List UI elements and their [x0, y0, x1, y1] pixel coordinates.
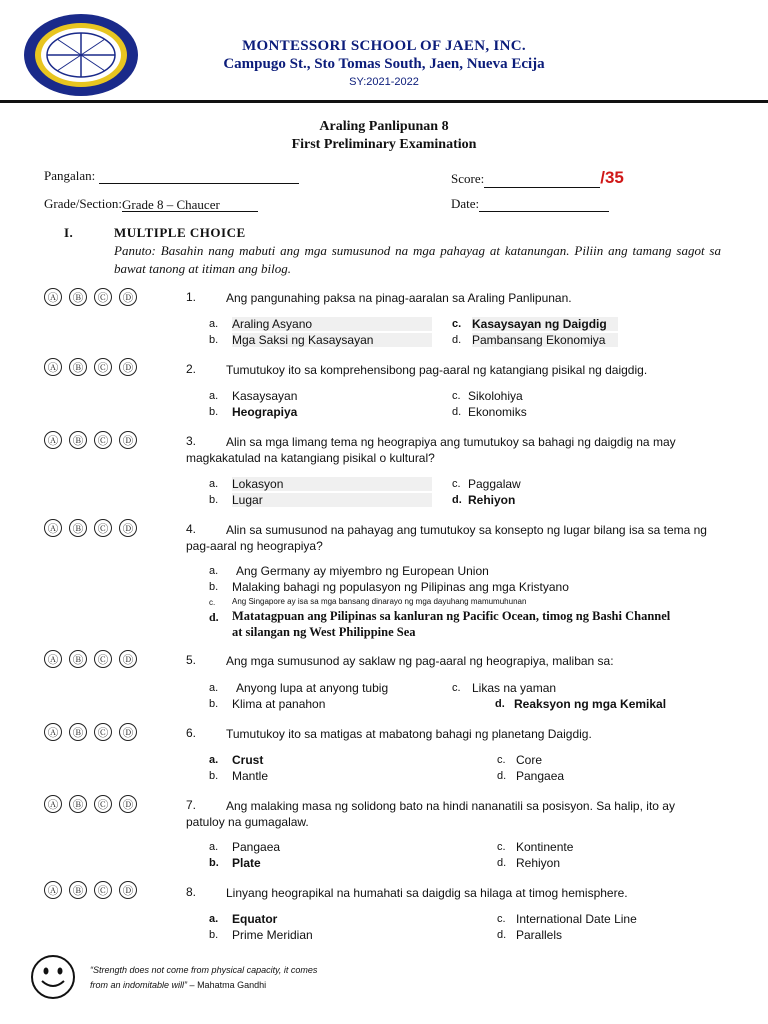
quote-author: Mahatma Gandhi — [197, 980, 267, 990]
bubble-c[interactable]: Ⓒ — [94, 795, 112, 813]
question-text: Alin sa sumusunod na pahayag ang tumutukoy sa konsepto ng lugar bilang isa sa tema ng — [226, 523, 707, 537]
option-a: Ang Germany ay miyembro ng European Union — [236, 564, 489, 578]
school-address: Campugo St., Sto Tomas South, Jaen, Nueva Ecija — [223, 56, 545, 72]
bubble-a[interactable]: Ⓐ — [44, 723, 62, 741]
answer-bubbles-q1[interactable] — [44, 288, 137, 306]
bubble-a[interactable]: Ⓐ — [44, 795, 62, 813]
option-letter: c. — [497, 913, 506, 925]
option-c: Paggalaw — [468, 477, 521, 491]
bubble-b[interactable]: Ⓑ — [69, 358, 87, 376]
option-letter: c. — [452, 478, 461, 490]
question-text: Ang malaking masa ng solidong bato na hindi nananatili sa posisyon. Sa halip, ito ay — [226, 799, 675, 813]
option-letter: d. — [497, 770, 507, 782]
grade-value: Grade 8 – Chaucer — [122, 197, 258, 212]
bubble-d[interactable]: Ⓓ — [119, 881, 137, 899]
option-letter: b. — [209, 770, 219, 782]
option-b: Mga Saksi ng Kasaysayan — [232, 333, 432, 347]
option-letter: b. — [209, 857, 219, 869]
question-text: Tumutukoy ito sa komprehensibong pag-aaral ng katangiang pisikal ng daigdig. — [226, 363, 648, 377]
quote-line-1: “Strength does not come from physical capacity, it comes — [90, 965, 318, 975]
option-d-correct: Reaksyon ng mga Kemikal — [514, 697, 667, 711]
option-letter: c. — [209, 598, 216, 607]
question-text: Linyang heograpikal na humahati sa daigdig sa hilaga at timog hemisphere. — [226, 886, 628, 900]
answer-bubbles-q5[interactable] — [44, 650, 137, 668]
question-number: 1. — [186, 290, 197, 304]
bubble-d[interactable]: Ⓓ — [119, 519, 137, 537]
bubble-c[interactable]: Ⓒ — [94, 358, 112, 376]
option-b: Lugar — [232, 493, 432, 507]
bubble-a[interactable]: Ⓐ — [44, 519, 62, 537]
question-text-cont: pag-aaral ng heograpiya? — [186, 539, 323, 553]
option-a: Lokasyon — [232, 477, 432, 491]
option-c: Sikolohiya — [468, 389, 523, 403]
option-c: Core — [516, 753, 543, 767]
option-letter: b. — [209, 698, 219, 710]
bubble-b[interactable]: Ⓑ — [69, 650, 87, 668]
bubble-a[interactable]: Ⓐ — [44, 358, 62, 376]
option-letter: a. — [209, 913, 219, 925]
option-a-correct: Equator — [232, 912, 278, 926]
section-number: I. — [64, 225, 74, 240]
question-number: 7. — [186, 798, 197, 812]
bubble-a[interactable]: Ⓐ — [44, 650, 62, 668]
option-letter: d. — [452, 406, 462, 418]
option-letter: c. — [452, 390, 461, 402]
school-name: MONTESSORI SCHOOL OF JAEN, INC. — [242, 38, 526, 54]
option-letter: a. — [209, 841, 219, 853]
option-a: Pangaea — [232, 840, 281, 854]
option-d-correct-cont: at silangan ng West Philippine Sea — [232, 625, 416, 639]
option-letter: c. — [497, 754, 506, 766]
question-number: 4. — [186, 522, 197, 536]
option-letter: d. — [452, 334, 462, 346]
header-divider — [0, 100, 768, 103]
question-number: 2. — [186, 362, 197, 376]
name-field[interactable]: Pangalan: — [44, 168, 299, 184]
option-d: Rehiyon — [516, 856, 561, 870]
question-text-cont: magkakatulad na katangiang pisikal o kultural? — [186, 451, 435, 465]
option-letter: b. — [209, 406, 219, 418]
bubble-d[interactable]: Ⓓ — [119, 358, 137, 376]
option-letter: d. — [452, 494, 462, 506]
option-letter: d. — [209, 610, 219, 624]
exam-subject: Araling Panlipunan 8 — [319, 119, 449, 134]
bubble-d[interactable]: Ⓓ — [119, 288, 137, 306]
option-d: Pambansang Ekonomiya — [472, 333, 618, 347]
question-number: 6. — [186, 726, 197, 740]
question-text: Alin sa mga limang tema ng heograpiya ang tumutukoy sa bahagi ng daigdig na may — [226, 435, 676, 449]
bubble-c[interactable]: Ⓒ — [94, 431, 112, 449]
option-letter: a. — [209, 478, 219, 490]
option-a: Anyong lupa at anyong tubig — [236, 681, 389, 695]
grade-field: Grade/Section:Grade 8 – Chaucer — [44, 196, 258, 212]
option-b: Malaking bahagi ng populasyon ng Pilipinas ang mga Kristyano — [232, 580, 569, 594]
answer-bubbles-q2[interactable] — [44, 358, 137, 376]
question-text: Ang pangunahing paksa na pinag-aaralan sa Araling Panlipunan. — [226, 291, 572, 305]
bubble-a[interactable]: Ⓐ — [44, 431, 62, 449]
option-d-correct: Rehiyon — [468, 493, 516, 507]
option-c-correct: Kasaysayan ng Daigdig — [472, 317, 618, 331]
option-letter: a. — [209, 754, 219, 766]
question-text-cont: patuloy na gumagalaw. — [186, 815, 309, 829]
option-c: Likas na yaman — [472, 681, 557, 695]
option-b-correct: Plate — [232, 856, 261, 870]
school-logo — [22, 12, 140, 98]
bubble-d[interactable]: Ⓓ — [119, 431, 137, 449]
option-letter: a. — [209, 682, 219, 694]
bubble-b[interactable]: Ⓑ — [69, 795, 87, 813]
question-text: Ang mga sumusunod ay saklaw ng pag-aaral ng heograpiya, maliban sa: — [226, 654, 614, 668]
instructions: Panuto: Basahin nang mabuti ang mga sumusunod na mga pahayag at katanungan. Piliin ang tamang sagot sa bawat tanong at itiman ang bilog. — [114, 243, 721, 276]
bubble-b[interactable]: Ⓑ — [69, 723, 87, 741]
option-c: Kontinente — [516, 840, 574, 854]
option-letter: d. — [497, 929, 507, 941]
footer-quote — [90, 963, 390, 993]
smiley-face-icon — [30, 954, 76, 1000]
option-letter: a. — [209, 318, 219, 330]
option-b-correct: Heograpiya — [232, 405, 298, 419]
option-a: Araling Asyano — [232, 317, 432, 331]
bubble-d[interactable]: Ⓓ — [119, 650, 137, 668]
question-number: 8. — [186, 885, 197, 899]
bubble-c[interactable]: Ⓒ — [94, 519, 112, 537]
answer-bubbles-q3[interactable] — [44, 431, 137, 449]
bubble-b[interactable]: Ⓑ — [69, 431, 87, 449]
option-a: Kasaysayan — [232, 389, 298, 403]
exam-title: First Preliminary Examination — [291, 137, 477, 152]
bubble-c[interactable]: Ⓒ — [94, 650, 112, 668]
option-b: Mantle — [232, 769, 269, 783]
option-letter: c. — [452, 682, 461, 694]
option-c: Ang Singapore ay isa sa mga bansang dinarayo ng mga dayuhang mamumuhunan — [232, 597, 527, 606]
section-title: MULTIPLE CHOICE — [114, 225, 246, 240]
score-total: /35 — [600, 168, 624, 187]
option-d-correct: Matatagpuan ang Pilipinas sa kanluran ng Pacific Ocean, timog ng Bashi Channel — [232, 609, 671, 623]
option-a-correct: Crust — [232, 753, 264, 767]
date-field[interactable]: Date: — [451, 196, 609, 212]
option-letter: b. — [209, 494, 219, 506]
option-d: Parallels — [516, 928, 563, 942]
school-year: SY:2021-2022 — [349, 76, 419, 88]
option-letter: a. — [209, 565, 219, 577]
bubble-d[interactable]: Ⓓ — [119, 795, 137, 813]
option-b: Prime Meridian — [232, 928, 313, 942]
bubble-a[interactable]: Ⓐ — [44, 288, 62, 306]
answer-bubbles-q4[interactable] — [44, 519, 137, 537]
option-d: Ekonomiks — [468, 405, 527, 419]
option-letter: c. — [452, 318, 462, 330]
option-b: Klima at panahon — [232, 697, 326, 711]
bubble-a[interactable]: Ⓐ — [44, 881, 62, 899]
bubble-d[interactable]: Ⓓ — [119, 723, 137, 741]
bubble-b[interactable]: Ⓑ — [69, 519, 87, 537]
option-letter: b. — [209, 929, 219, 941]
option-letter: c. — [497, 841, 506, 853]
option-letter: b. — [209, 581, 219, 593]
bubble-c[interactable]: Ⓒ — [94, 881, 112, 899]
option-c: International Date Line — [516, 912, 637, 926]
question-number: 3. — [186, 434, 197, 448]
option-d: Pangaea — [516, 769, 565, 783]
bubble-b[interactable]: Ⓑ — [69, 288, 87, 306]
date-line[interactable] — [479, 198, 609, 212]
quote-line-2: from an indomitable will” – — [90, 980, 195, 990]
question-text: Tumutukoy ito sa matigas at mabatong bahagi ng planetang Daigdig. — [226, 727, 592, 741]
option-letter: d. — [495, 698, 505, 710]
option-letter: b. — [209, 334, 219, 346]
answer-bubbles-q7[interactable] — [44, 795, 137, 813]
score-field[interactable]: Score: /35 — [451, 168, 624, 187]
score-line[interactable] — [484, 174, 600, 188]
answer-bubbles-q8[interactable] — [44, 881, 137, 899]
bubble-b[interactable]: Ⓑ — [69, 881, 87, 899]
option-letter: d. — [497, 857, 507, 869]
bubble-c[interactable]: Ⓒ — [94, 288, 112, 306]
answer-bubbles-q6[interactable] — [44, 723, 137, 741]
question-number: 5. — [186, 653, 197, 667]
name-line[interactable] — [99, 170, 299, 184]
bubble-c[interactable]: Ⓒ — [94, 723, 112, 741]
option-letter: a. — [209, 390, 219, 402]
